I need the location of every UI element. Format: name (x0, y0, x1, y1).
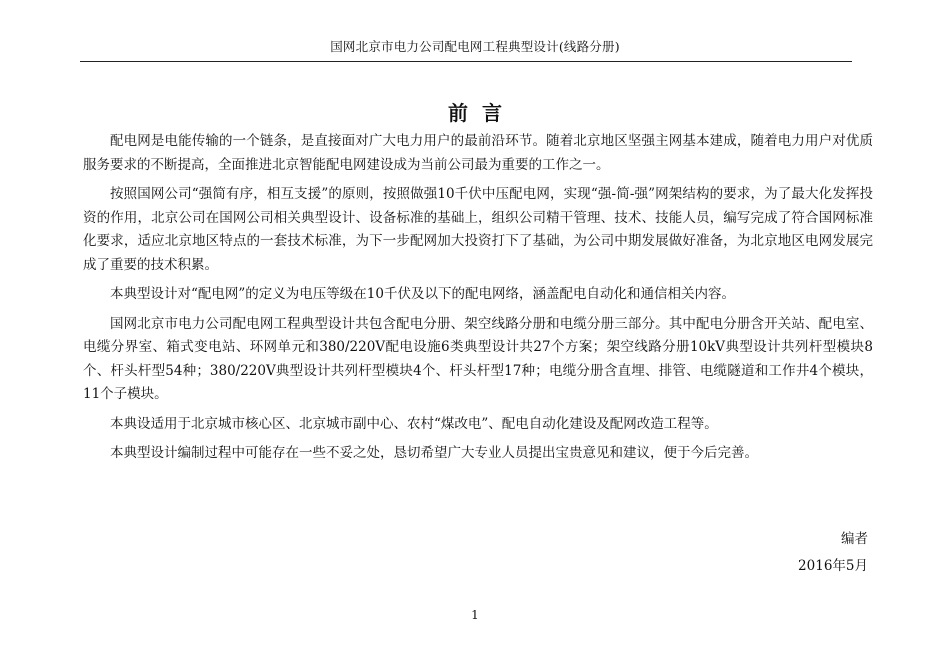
paragraph-4: 国网北京市电力公司配电网工程典型设计共包含配电分册、架空线路分册和电缆分册三部分。其中配电分册含开关站、配电室、电缆分界室、箱式变电站、环网单元和380/220V配电设施6类典型设计共27个方案；架空线路分册10kV典型设计共列杆型模块8个、杆头杆型54种；380/220V典型设计共列杆型模块4个、杆头杆型17种；电缆分册含直埋、排管、电缆隧道和工作井4个模块，11个子模块。 (83, 315, 873, 402)
running-header: 国网北京市电力公司配电网工程典型设计(线路分册) (330, 39, 620, 54)
paragraph-3: 本典型设计对“配电网”的定义为电压等级在10千伏及以下的配电网络，涵盖配电自动化和通信相关内容。 (110, 286, 735, 302)
preface-body (83, 130, 873, 472)
header-divider (80, 61, 852, 62)
paragraph-6: 本典型设计编制过程中可能存在一些不妥之处，恳切希望广大专业人员提出宝贵意见和建议，便于今后完善。 (110, 445, 758, 461)
paragraph-2: 按照国网公司“强简有序，相互支援”的原则，按照做强10千伏中压配电网，实现“强-简-强”网架结构的要求，为了最大化发挥投资的作用，北京公司在国网公司相关典型设计、设备标准的基础上，组织公司精干管理、技术、技能人员，编写完成了符合国网标准化要求，适应北京地区特点的一套技术标准，为下一步配网加大投资打下了基础，为公司中期发展做好准备，为北京地区电网发展完成了重要的技术积累。 (83, 186, 873, 273)
page-title: 前言 (448, 101, 516, 125)
paragraph-1: 配电网是电能传输的一个链条，是直接面对广大电力用户的最前沿环节。随着北京地区坚强主网基本建成，随着电力用户对优质服务要求的不断提高，全面推进北京智能配电网建设成为当前公司最为重要的工作之一。 (83, 133, 873, 173)
signature-date: 2016年5月 (798, 558, 868, 574)
signature-author: 编者 (841, 531, 868, 547)
paragraph-5: 本典设适用于北京城市核心区、北京城市副中心、农村“煤改电”、配电自动化建设及配网改造工程等。 (110, 415, 718, 432)
page-number: 1 (471, 608, 479, 622)
